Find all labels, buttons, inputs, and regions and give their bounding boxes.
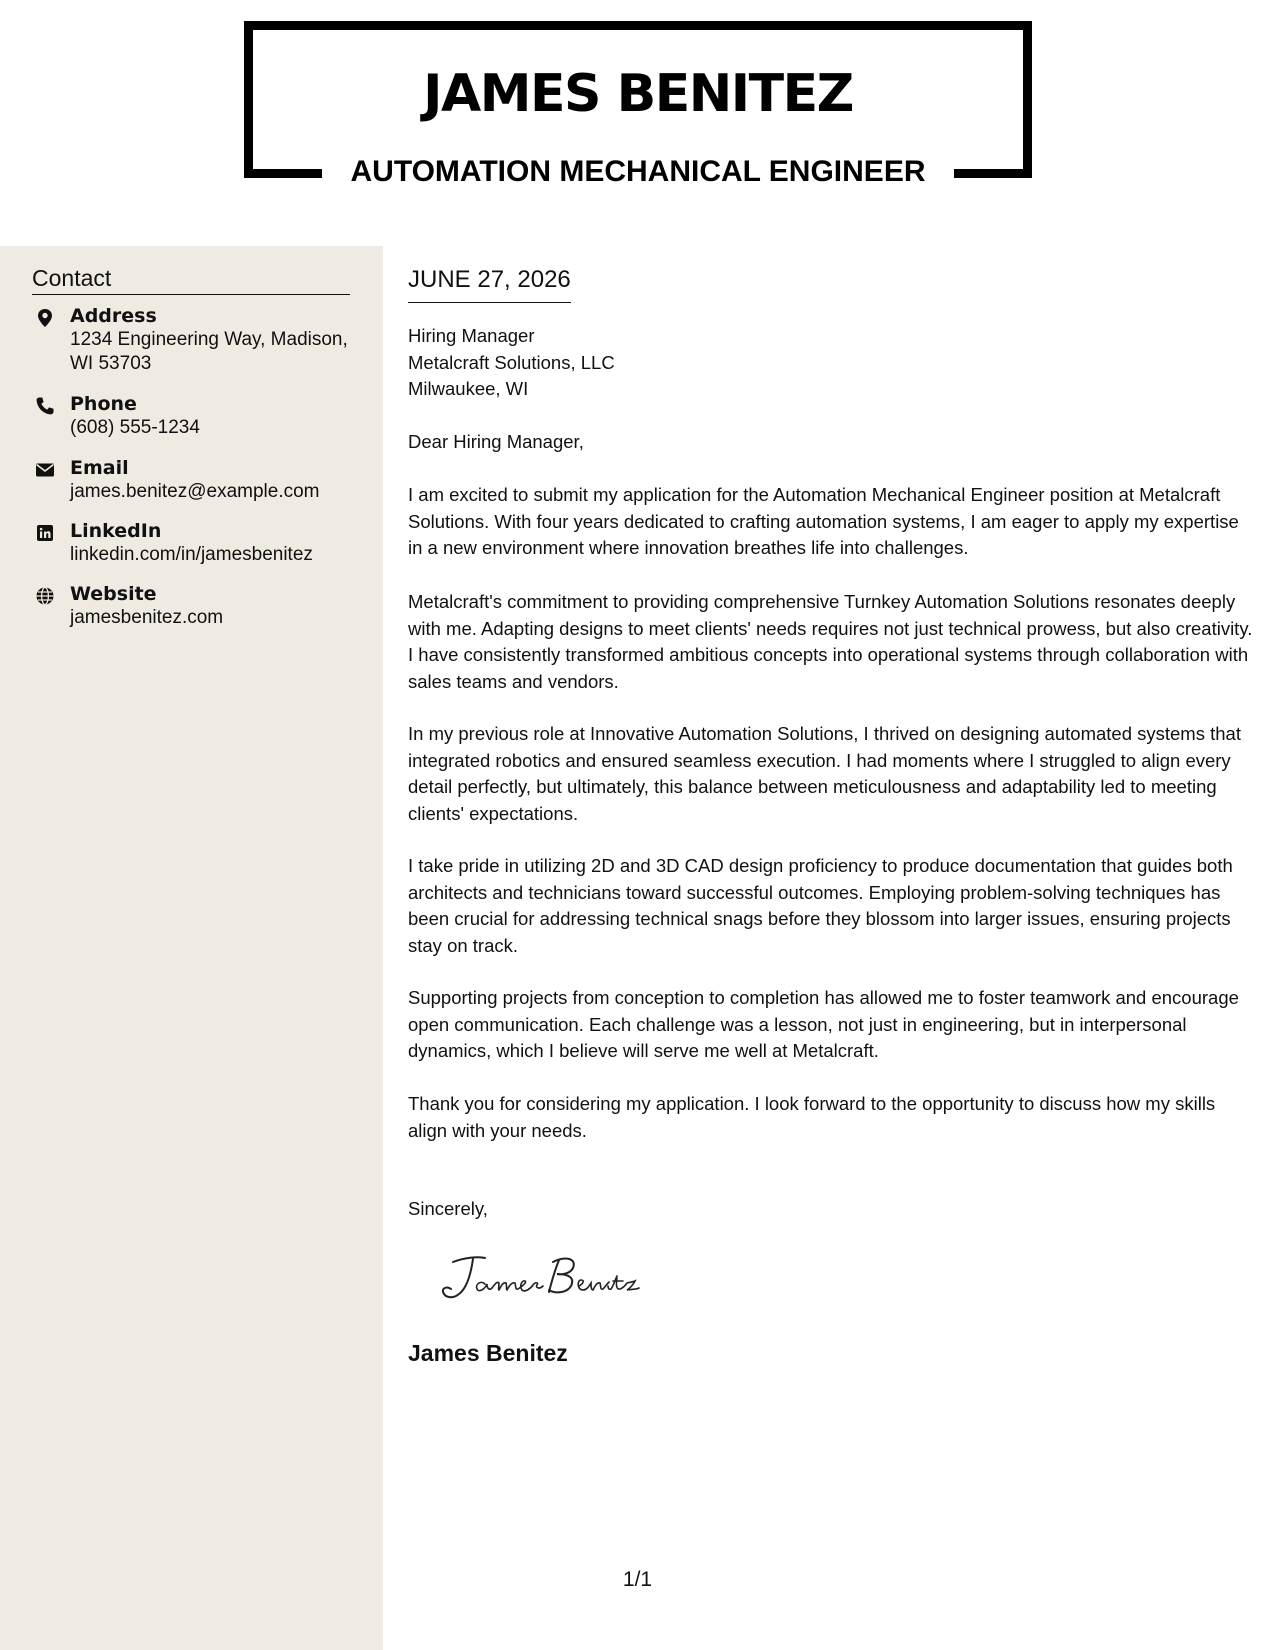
header-frame-bottom-right xyxy=(954,169,1032,178)
letter-paragraph: Metalcraft's commitment to providing comprehensive Turnkey Automation Solutions resonates deeply with me. Adapting designs to meet clients' needs requires not just technical prowess, but also creativity. I have consistently transformed ambitious concepts into operational systems through collaboration with sales teams and vendors. xyxy=(408,591,1253,692)
header-frame-bottom-left xyxy=(244,169,322,178)
contact-heading: Contact xyxy=(32,262,350,295)
signed-name: James Benitez xyxy=(408,1340,568,1366)
contact-value[interactable]: james.benitez@example.com xyxy=(70,481,320,502)
contact-value: (608) 555-1234 xyxy=(70,417,200,438)
phone-icon xyxy=(35,396,55,416)
contact-sidebar xyxy=(0,246,383,1650)
contact-label: Phone xyxy=(70,393,137,415)
greeting: Dear Hiring Manager, xyxy=(408,431,584,452)
recipient-line: Metalcraft Solutions, LLC xyxy=(408,351,615,373)
header-frame-right xyxy=(1023,21,1032,178)
recipient-block xyxy=(408,323,615,403)
page-number: 1/1 xyxy=(622,1568,653,1591)
contact-label: LinkedIn xyxy=(70,520,162,542)
closing: Sincerely, xyxy=(408,1198,488,1219)
job-title: AUTOMATION MECHANICAL ENGINEER xyxy=(350,155,926,188)
contact-label: Website xyxy=(70,583,157,605)
contact-value: 1234 Engineering Way, Madison, WI 53703 xyxy=(70,329,348,374)
recipient-line: Milwaukee, WI xyxy=(408,378,529,399)
letter-paragraph: Thank you for considering my application. I look forward to the opportunity to discuss how my skills align with your needs. xyxy=(408,1093,1216,1141)
map-pin-icon xyxy=(35,308,55,328)
contact-label: Email xyxy=(70,457,129,479)
contact-value[interactable]: linkedin.com/in/jamesbenitez xyxy=(70,544,313,565)
globe-icon xyxy=(35,586,55,606)
handwritten-signature xyxy=(423,1248,663,1308)
envelope-icon xyxy=(35,460,55,480)
letter-paragraph: Supporting projects from conception to completion has allowed me to foster teamwork and encourage open communication. Each challenge was a lesson, not just in engineering, but in interpersonal dynamics, which I believe will serve me well at Metalcraft. xyxy=(408,987,1239,1061)
letter-paragraph: I am excited to submit my application for the Automation Mechanical Engineer position at Metalcraft Solutions. With four years dedicated to crafting automation systems, I am eager to apply my expertise in a new environment where innovation breathes life into challenges. xyxy=(408,484,1239,558)
contact-label: Address xyxy=(70,305,157,327)
linkedin-icon xyxy=(35,523,55,543)
letter-paragraph: I take pride in utilizing 2D and 3D CAD design proficiency to produce documentation that guides both architects and technicians toward successful outcomes. Employing problem-solving techniques has been crucial for addressing technical snags before they blossom into larger issues, ensuring projects stay on track. xyxy=(408,855,1233,956)
applicant-name: JAMES BENITEZ xyxy=(423,64,853,124)
header-frame-left xyxy=(244,21,253,178)
contact-value[interactable]: jamesbenitez.com xyxy=(70,607,224,628)
recipient-line: Hiring Manager xyxy=(408,325,535,346)
letter-date: JUNE 27, 2026 xyxy=(408,264,571,303)
letter-header xyxy=(0,0,1275,246)
header-frame-top xyxy=(244,21,1032,30)
letter-paragraph: In my previous role at Innovative Automation Solutions, I thrived on designing automated systems that integrated robotics and ensured seamless execution. I had moments where I struggled to align every detail perfectly, but ultimately, this balance between meticulousness and adaptability led to meeting clients' expectations. xyxy=(408,723,1241,824)
